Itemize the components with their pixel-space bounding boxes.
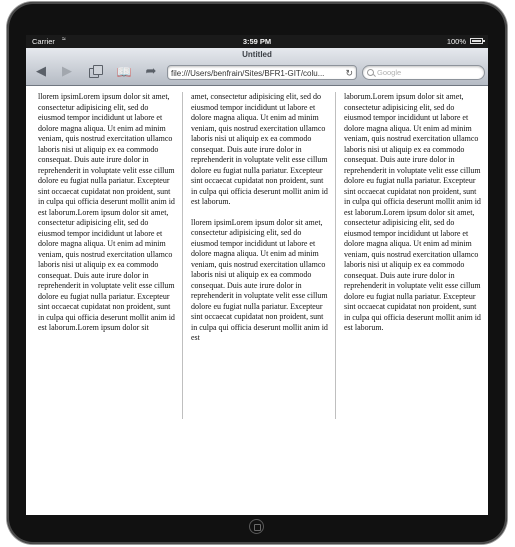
- search-input[interactable]: [362, 65, 485, 80]
- pages-icon[interactable]: [86, 64, 104, 80]
- tablet-frame: [7, 2, 507, 544]
- home-button[interactable]: [249, 519, 264, 534]
- column-rule: [335, 92, 336, 419]
- forward-icon[interactable]: ▶: [62, 64, 72, 79]
- page-content: [26, 86, 488, 515]
- paragraph: llorem ipsimLorem ipsum dolor sit amet, consectetur adipisicing elit, sed do eiusmod tempor incididunt ut labore et dolore magna aliqua. Ut enim ad minim veniam, quis nostrud exercitation ullamco laboris nisi ut aliquip ex ea commodo consequat. Duis aute irure dolor in reprehenderit in voluptate velit esse cillum dolore eu fugiat nulla pariatur. Excepteur sint occaecat cupidatat non proident, sunt in culpa qui officia deserunt mollit anim id est: [191, 217, 328, 342]
- wifi-icon: ≈: [62, 36, 66, 43]
- search-placeholder: Google: [377, 68, 402, 77]
- screen: [26, 35, 488, 515]
- column-rule: [182, 92, 183, 419]
- browser-toolbar: [26, 48, 488, 86]
- share-icon[interactable]: ➦: [145, 64, 157, 79]
- search-icon: [367, 69, 374, 76]
- text-column-2: [191, 92, 329, 354]
- paragraph: laborum.Lorem ipsum dolor sit amet, consectetur adipisicing elit, sed do eiusmod tempor incididunt ut labore et dolore magna aliqua. Ut enim ad minim veniam, quis nostrud exercitation ullamco laboris nisi ut aliquip ex ea commodo consequat. Duis aute irure dolor in reprehenderit in voluptate velit esse cillum dolore eu fugiat nulla pariatur. Excepteur sint occaecat cupidatat non proident, sunt in culpa qui officia deserunt mollit anim id est laborum.Lorem ipsum dolor sit amet, consectetur adipisicing elit, sed do eiusmod tempor incididunt ut labore et dolore magna aliqua. Ut enim ad minim veniam, quis nostrud exercitation ullamco laboris nisi ut aliquip ex ea commodo consequat. Duis aute irure dolor in reprehenderit in voluptate velit esse cillum dolore eu fugiat nulla pariatur. Excepteur sint occaecat cupidatat non proident, sunt in culpa qui officia deserunt mollit anim id est laborum.: [344, 92, 481, 332]
- paragraph: llorem ipsimLorem ipsum dolor sit amet, consectetur adipisicing elit, sed do eiusmod tempor incididunt ut labore et dolore magna aliqua. Ut enim ad minim veniam, quis nostrud exercitation ullamco laboris nisi ut aliquip ex ea commodo consequat. Duis aute irure dolor in reprehenderit in voluptate velit esse cillum dolore eu fugiat nulla pariatur. Excepteur sint occaecat cupidatat non proident, sunt in culpa qui officia deserunt mollit anim id est laborum.Lorem ipsum dolor sit amet, consectetur adipisicing elit, sed do eiusmod tempor incididunt ut labore et dolore magna aliqua. Ut enim ad minim veniam, quis nostrud exercitation ullamco laboris nisi ut aliquip ex ea commodo consequat. Duis aute irure dolor in reprehenderit in voluptate velit esse cillum dolore eu fugiat nulla pariatur. Excepteur sint occaecat cupidatat non proident, sunt in culpa qui officia deserunt mollit anim id est laborum.Lorem ipsum dolor sit: [38, 92, 175, 332]
- clock: 3:59 PM: [242, 37, 272, 46]
- url-text: file:///Users/benfrain/Sites/BFR1-GIT/colu...: [171, 69, 325, 78]
- text-column-1: [38, 92, 176, 344]
- battery-icon: [470, 38, 483, 44]
- reload-icon[interactable]: ↻: [345, 68, 353, 78]
- text-column-3: [344, 92, 482, 344]
- carrier-label: Carrier: [32, 37, 55, 46]
- address-bar[interactable]: [167, 65, 357, 80]
- paragraph: amet, consectetur adipisicing elit, sed do eiusmod tempor incididunt ut labore et dolore magna aliqua. Ut enim ad minim veniam, quis nostrud exercitation ullamco laboris nisi ut aliquip ex ea commodo consequat. Duis aute irure dolor in reprehenderit in voluptate velit esse cillum dolore eu fugiat nulla pariatur. Excepteur sint occaecat cupidatat non proident, sunt in culpa qui officia deserunt mollit anim id est laborum.: [191, 92, 328, 206]
- status-bar: [26, 35, 488, 48]
- battery-percentage: 100%: [446, 37, 466, 46]
- bookmarks-icon[interactable]: 📖: [116, 65, 132, 79]
- back-icon[interactable]: ◀: [36, 64, 46, 79]
- page-title: Untitled: [242, 50, 272, 59]
